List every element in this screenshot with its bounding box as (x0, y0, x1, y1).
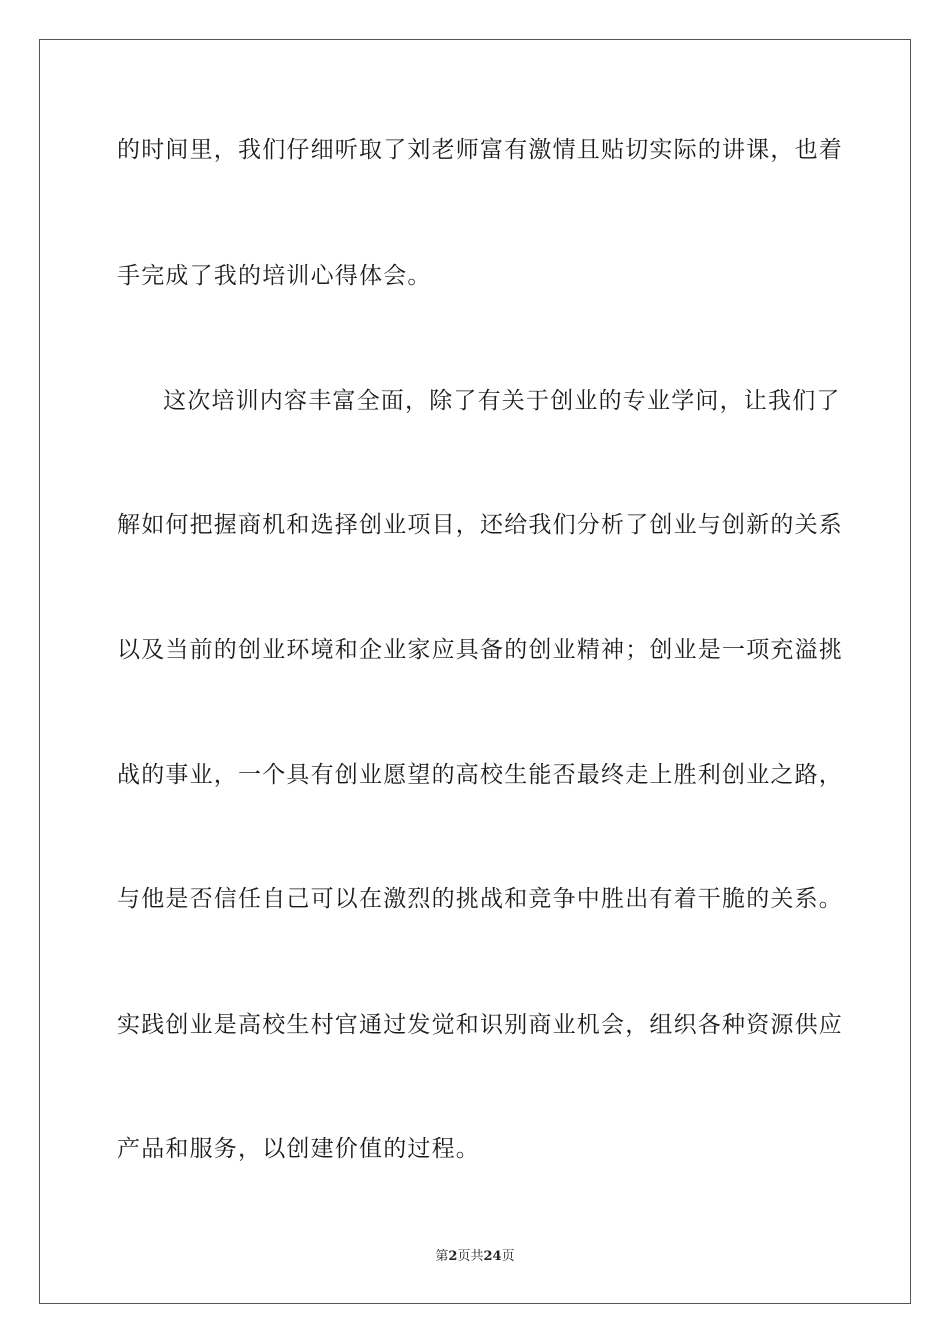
text-line-paragraph-start: 这次培训内容丰富全面，除了有关于创业的专业学问，让我们了 (163, 388, 841, 414)
total-prefix: 共 (470, 1249, 484, 1264)
total-pages: 24 (483, 1249, 502, 1264)
page-prefix: 第 (435, 1249, 449, 1264)
text-line: 实践创业是高校生村官通过发觉和识别商业机会，组织各种资源供应 (117, 1012, 843, 1038)
total-suffix: 页 (501, 1249, 515, 1264)
page-number: 2 (448, 1249, 458, 1264)
text-line: 手完成了我的培训心得体会。 (117, 263, 432, 289)
page-footer (0, 1248, 950, 1266)
page-suffix: 页 (457, 1249, 471, 1264)
text-line: 战的事业，一个具有创业愿望的高校生能否最终走上胜利创业之路， (117, 762, 843, 788)
text-line: 与他是否信任自己可以在激烈的挑战和竞争中胜出有着干脆的关系。 (117, 886, 843, 912)
page-border (39, 39, 911, 1304)
text-line: 解如何把握商机和选择创业项目，还给我们分析了创业与创新的关系 (117, 512, 843, 538)
text-line: 产品和服务，以创建价值的过程。 (117, 1136, 480, 1162)
text-line: 的时间里，我们仔细听取了刘老师富有激情且贴切实际的讲课，也着 (117, 137, 843, 163)
text-line: 以及当前的创业环境和企业家应具备的创业精神；创业是一项充溢挑 (117, 637, 843, 663)
